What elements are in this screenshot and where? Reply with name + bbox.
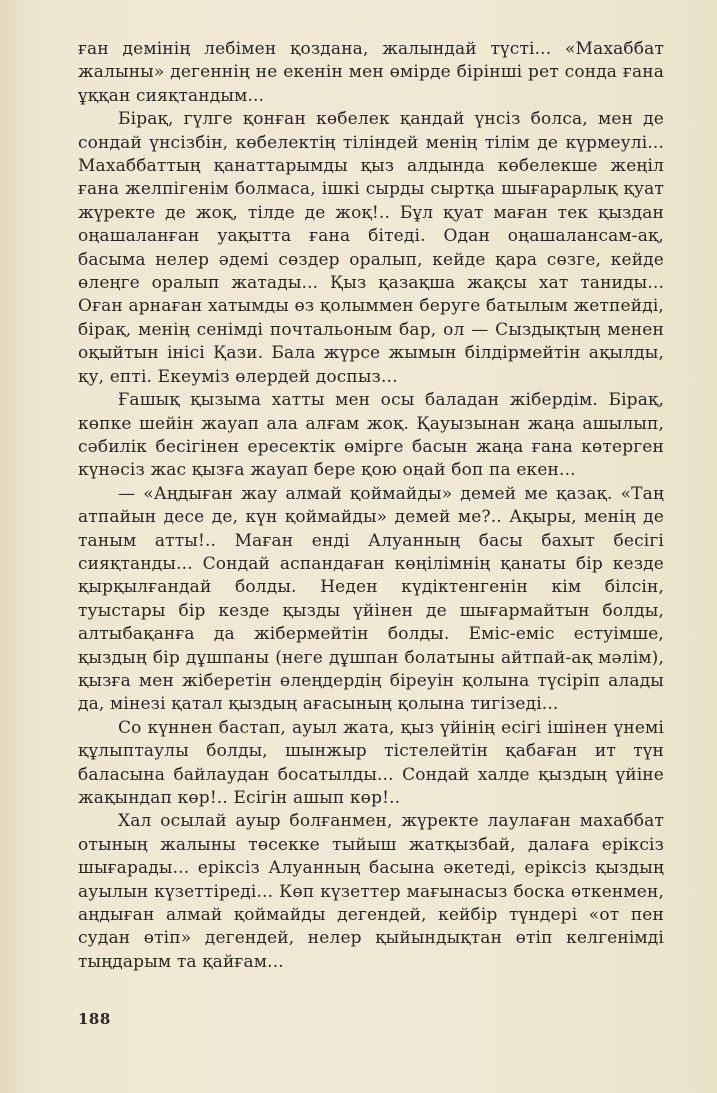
paragraph-5: Со күннен бастап, ауыл жата, қыз үйінің есігі ішінен үнемі құлыптаулы болды, шынжыр тістелейтін қабаған ит түн баласына байлаудан босатылды... Сондай халде қыздың үйіне жақындап көр!.. Есігін ашып көр!..: [78, 717, 664, 808]
paragraph-4: — «Аңдыған жау алмай қоймайды» демей ме қазақ. «Таң атпайын десе де, күн қоймайды» демей ме?.. Ақыры, менің де таным атты!.. Маған енді Алуанның басы бахыт бесігі сияқтанды... Сондай аспандаған көңілімнің қанаты бір кезде қырқылғандай болды. Неден күдіктенгенін кім білсін, туыстары бір кезде қызды үйінен де шығармайтын болды, алтыбақанға да жібермейтін болды. Еміс-еміс естуімше, қыздың бір дұшпаны (неге дұшпан болатыны айтпай-ақ мәлім), қызға мен жіберетін өлеңдердің біреуін қолына түсіріп алады да, мінезі қатал қыздың ағасының қолына тигізеді...: [78, 483, 664, 715]
paragraph-3: Ғашық қызыма хатты мен осы баладан жібердім. Бірақ, көпке шейін жауап ала алғам жоқ. Қауызынан жаңа ашылып, сәбилік бесігінен ересектік өмірге басын жаңа ғана көтерген күнәсіз жас қызға жауап бере қою оңай боп па екен...: [78, 390, 664, 481]
paragraph-2: Бірақ, гүлге қонған көбелек қандай үнсіз болса, мен де сондай үнсізбін, көбелектің тіліндей менің тілім де күрмеулі... Махаббаттың қанаттарымды қыз алдында көбелекше жеңіл ғана желпігенім болмаса, ішкі сырды сыртқа шығарарлық қуат жүректе де жоқ, тілде де жоқ!.. Бұл қуат маған тек қыздан оңашаланған уақытта ғана бітеді. Одан оңашалансам-ақ, басыма нелер әдемі сөздер оралып, кейде қара сөзге, кейде өлеңге оралып жатады... Қыз қазақша жақсы хат таниды... Оған арнаған хатымды өз қолыммен беруге батылым жетпейді, бірақ, менің сенімді почтальоным бар, ол — Сыздықтың менен оқыйтын інісі Қази. Бала жүрсе жымын білдірмейтін ақылды, қу, епті. Екеуміз өлердей доспыз...: [78, 109, 664, 387]
body-text: [78, 38, 664, 974]
page-number: 188: [78, 1010, 111, 1028]
paragraph-1: ған демінің лебімен қоздана, жалындай түсті... «Махаббат жалыны» дегеннің не екенін мен өмірде бірінші рет сонда ғана ұққан сияқтандым...: [78, 39, 664, 106]
paragraph-6: Хал осылай ауыр болғанмен, жүректе лаулаған махаббат отының жалыны төсекке тыйыш жатқызбай, далаға еріксіз шығарады... еріксіз Алуанның басына әкетеді, еріксіз қыздың ауылын күзеттіреді... Көп күзеттер мағынасыз боска өткенмен, аңдыған алмай қоймайды дегендей, кейбір түндері «от пен судан өтіп» дегендей, нелер қыйындықтан өтіп келгенімді тыңдарым та қайғам...: [78, 811, 664, 972]
